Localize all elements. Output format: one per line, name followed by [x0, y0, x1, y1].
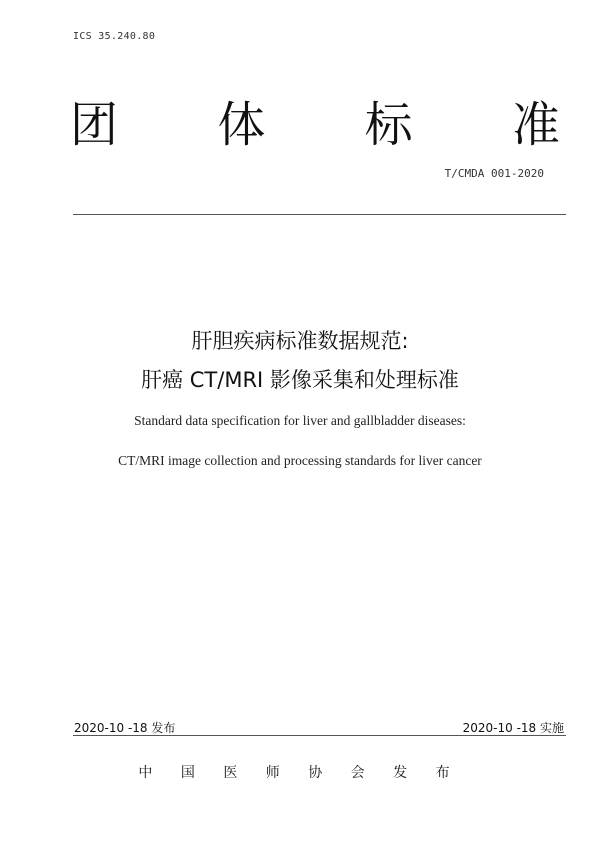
header-divider — [73, 214, 566, 215]
english-title-line-1: Standard data specification for liver and gallbladder diseases: — [134, 413, 466, 428]
implementation-date: 2020-10 -18 实施 — [462, 721, 564, 735]
chinese-title-line-2: 肝癌 CT/MRI 影像采集和处理标准 — [141, 368, 459, 392]
title-char: 体 — [217, 97, 266, 153]
title-char: 标 — [364, 97, 413, 153]
title-char: 准 — [511, 97, 560, 153]
chinese-title-line-1: 肝胆疾病标准数据规范: — [191, 329, 409, 353]
publisher: 中 国 医 师 协 会 发 布 — [138, 765, 462, 781]
release-date: 2020-10 -18 发布 — [74, 721, 176, 735]
title-char: 团 — [70, 97, 119, 153]
document-type-title — [70, 95, 560, 155]
english-title-line-2: CT/MRI image collection and processing standards for liver cancer — [118, 453, 482, 468]
ics-code: ICS 35.240.80 — [73, 31, 156, 42]
standard-number: T/CMDA 001-2020 — [444, 167, 544, 180]
footer-divider — [73, 735, 566, 736]
